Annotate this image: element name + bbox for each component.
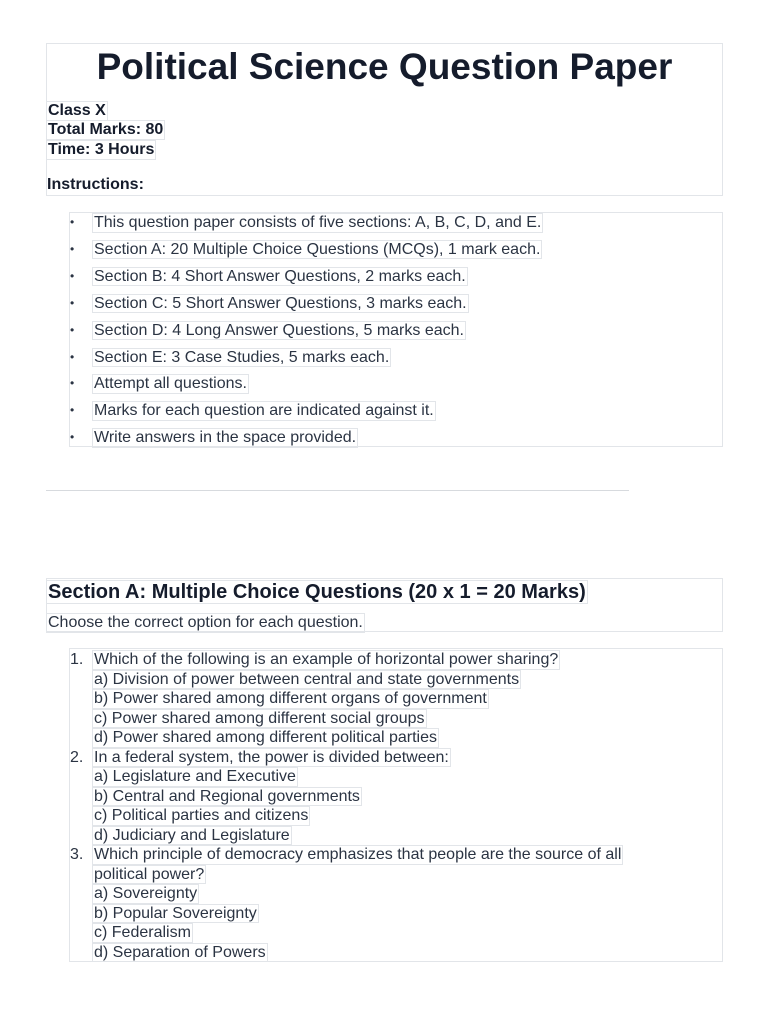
paper-header bbox=[46, 43, 723, 196]
answer-option-text: d) Judiciary and Legislature bbox=[94, 826, 290, 844]
total-marks-label bbox=[47, 120, 165, 140]
bullet-icon: • bbox=[70, 322, 75, 337]
answer-option bbox=[93, 806, 310, 826]
instruction-text: Section B: 4 Short Answer Questions, 2 marks each. bbox=[94, 267, 466, 285]
class-label bbox=[47, 101, 108, 121]
instruction-item bbox=[70, 294, 469, 314]
instruction-text: This question paper consists of five sections: A, B, C, D, and E. bbox=[94, 214, 542, 231]
answer-option-text: d) Separation of Powers bbox=[94, 943, 266, 961]
instruction-item bbox=[70, 321, 466, 341]
total-marks-text: Total Marks: 80 bbox=[48, 121, 164, 138]
answer-option-text: b) Popular Sovereignty bbox=[94, 904, 257, 922]
question-text-line bbox=[70, 748, 451, 768]
question-text-line bbox=[70, 650, 560, 670]
bullet-icon: • bbox=[70, 376, 75, 391]
question-text: In a federal system, the power is divided between: bbox=[94, 748, 449, 766]
answer-option-text: a) Legislature and Executive bbox=[94, 768, 296, 785]
question-text: Which of the following is an example of horizontal power sharing? bbox=[94, 651, 559, 668]
instruction-text: Write answers in the space provided. bbox=[94, 429, 357, 447]
instructions-heading bbox=[47, 176, 144, 194]
instruction-item bbox=[70, 267, 468, 287]
time-text: Time: 3 Hours bbox=[48, 141, 155, 158]
answer-option-text: a) Sovereignty bbox=[94, 885, 198, 902]
answer-option bbox=[93, 884, 199, 904]
bullet-icon: • bbox=[70, 430, 75, 445]
instruction-item bbox=[70, 213, 543, 233]
page-title: Political Science Question Paper bbox=[96, 46, 673, 87]
answer-option-text: a) Division of power between central and state governments bbox=[94, 670, 520, 688]
answer-option bbox=[93, 709, 427, 729]
instruction-text: Marks for each question are indicated against it. bbox=[94, 402, 434, 420]
question-text-line bbox=[70, 845, 623, 865]
instruction-text: Section C: 5 Short Answer Questions, 3 marks each. bbox=[94, 294, 467, 312]
question-number: 3. bbox=[70, 846, 84, 863]
instructions-heading-text: Instructions: bbox=[47, 176, 144, 193]
mcq-list bbox=[69, 648, 723, 962]
instructions-list bbox=[69, 212, 723, 447]
instruction-item bbox=[70, 401, 436, 421]
class-text: Class X bbox=[48, 102, 106, 119]
section-a-instruction-text: Choose the correct option for each question. bbox=[48, 614, 363, 631]
section-a-title-text: Section A: Multiple Choice Questions (20 x 1 = 20 Marks) bbox=[48, 581, 586, 603]
bullet-icon: • bbox=[70, 241, 75, 256]
answer-option bbox=[93, 728, 439, 748]
time-label bbox=[47, 140, 156, 160]
question-text: Which principle of democracy emphasizes that people are the source of all bbox=[94, 846, 622, 863]
answer-option bbox=[93, 767, 298, 787]
section-a-title bbox=[47, 580, 588, 604]
question-number: 1. bbox=[70, 651, 84, 668]
answer-option bbox=[93, 923, 193, 943]
section-a-header bbox=[46, 578, 723, 632]
bullet-icon: • bbox=[70, 295, 75, 310]
answer-option-text: c) Political parties and citizens bbox=[94, 807, 309, 824]
instruction-item bbox=[70, 374, 249, 394]
instruction-text: Attempt all questions. bbox=[94, 375, 247, 393]
instruction-text: Section A: 20 Multiple Choice Questions (MCQs), 1 mark each. bbox=[94, 240, 541, 258]
bullet-icon: • bbox=[70, 215, 75, 229]
instruction-item bbox=[70, 428, 358, 448]
answer-option bbox=[93, 670, 521, 690]
bullet-icon: • bbox=[70, 349, 75, 364]
answer-option-text: c) Federalism bbox=[94, 924, 191, 941]
question-text: political power? bbox=[94, 865, 205, 883]
instruction-text: Section E: 3 Case Studies, 5 marks each. bbox=[94, 348, 390, 366]
answer-option bbox=[93, 689, 489, 709]
answer-option-text: d) Power shared among different political parties bbox=[94, 729, 437, 746]
answer-option-text: c) Power shared among different social groups bbox=[94, 709, 425, 727]
answer-option-text: b) Central and Regional governments bbox=[94, 787, 360, 805]
answer-option-text: b) Power shared among different organs of government bbox=[94, 690, 487, 707]
bullet-icon: • bbox=[70, 403, 75, 418]
answer-option bbox=[93, 943, 268, 963]
bullet-icon: • bbox=[70, 268, 75, 283]
instruction-item bbox=[70, 240, 542, 260]
section-a-instruction bbox=[47, 613, 365, 633]
question-number: 2. bbox=[70, 748, 84, 766]
answer-option bbox=[93, 787, 362, 807]
section-divider bbox=[46, 490, 629, 491]
answer-option bbox=[93, 826, 292, 846]
instruction-text: Section D: 4 Long Answer Questions, 5 marks each. bbox=[94, 321, 464, 339]
instruction-item bbox=[70, 348, 391, 368]
question-text-line bbox=[93, 865, 206, 885]
answer-option bbox=[93, 904, 259, 924]
